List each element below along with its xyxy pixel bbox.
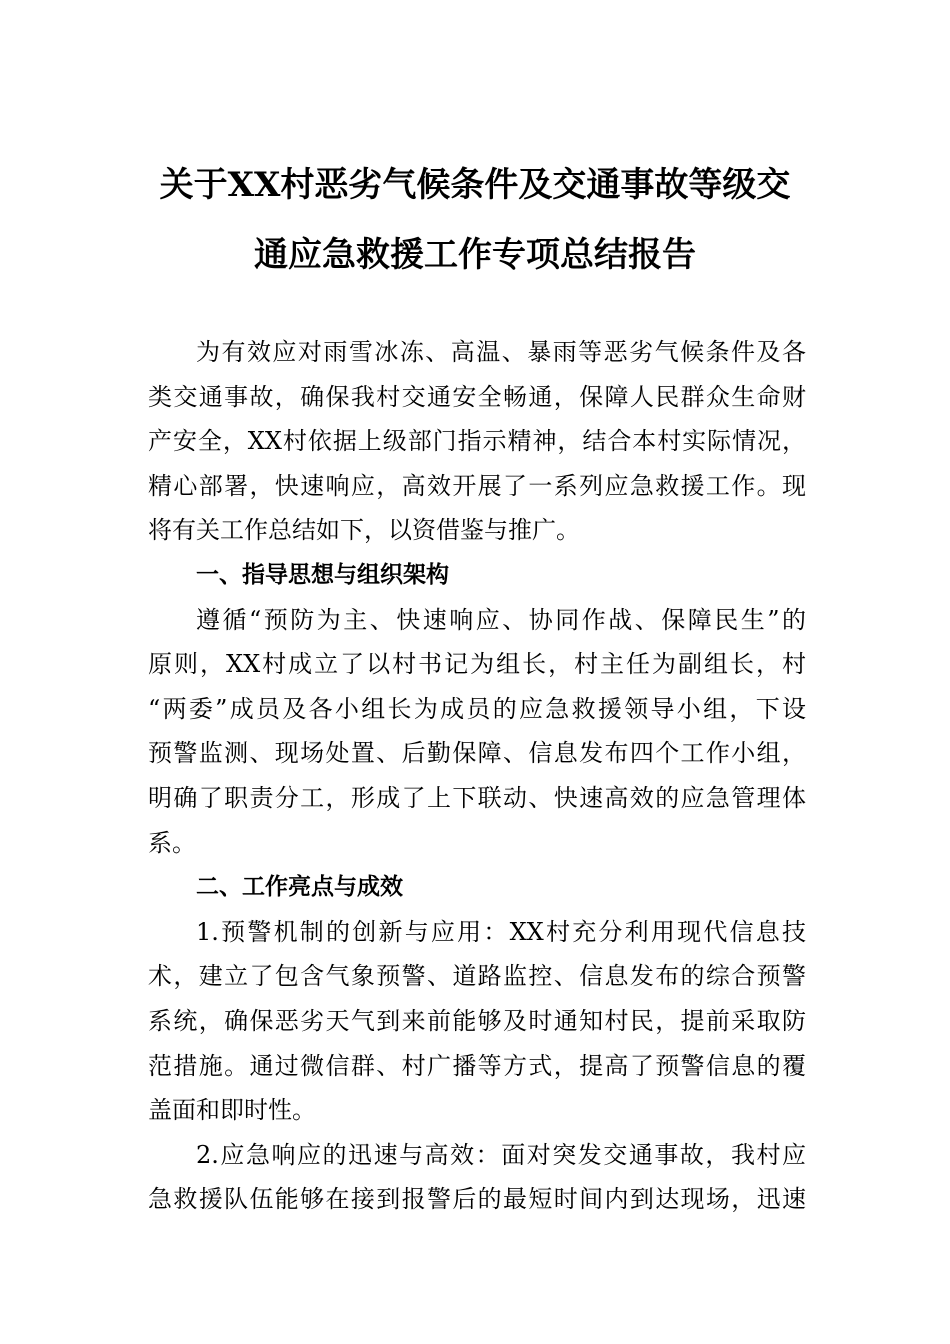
paragraph-line: 为有效应对雨雪冰冻、高温、暴雨等恶劣气候条件及各 [196,338,806,366]
document-title-line-1: 关于XX村恶劣气候条件及交通事故等级交 [159,165,791,205]
paragraph [148,330,806,553]
paragraph [148,1133,806,1222]
paragraph-line: 将有关工作总结如下，以资借鉴与推广。 [148,516,580,545]
paragraph-line: 范措施。通过微信群、村广播等方式，提高了预警信息的覆 [148,1051,806,1080]
paragraph-line: 明确了职责分工，形成了上下联动、快速高效的应急管理体 [148,783,806,812]
paragraph-line: 术，建立了包含气象预警、道路监控、信息发布的综合预警 [148,962,806,991]
document-body [148,330,806,1222]
paragraph-line: 系统，确保恶劣天气到来前能够及时通知村民，提前采取防 [148,1006,806,1035]
paragraph-line: 1.预警机制的创新与应用：XX村充分利用现代信息技 [196,917,806,946]
paragraph-line: 系。 [148,828,196,857]
section-heading: 二、工作亮点与成效 [196,874,403,901]
paragraph [148,598,806,866]
paragraph-line: 原则，XX村成立了以村书记为组长，村主任为副组长，村 [148,650,806,679]
paragraph-line: 急救援队伍能够在接到报警后的最短时间内到达现场，迅速 [148,1185,806,1214]
paragraph-line: 遵循“预防为主、快速响应、协同作战、保障民生”的 [196,605,806,634]
paragraph-line: 产安全，XX村依据上级部门指示精神，结合本村实际情况， [148,427,806,456]
paragraph-line: “两委”成员及各小组长为成员的应急救援领导小组，下设 [148,694,806,723]
paragraph-line: 类交通事故，确保我村交通安全畅通，保障人民群众生命财 [148,382,806,411]
paragraph-line: 2.应急响应的迅速与高效：面对突发交通事故，我村应 [196,1140,806,1169]
paragraph-line: 盖面和即时性。 [148,1096,316,1125]
document-title-line-2: 通应急救援工作专项总结报告 [254,235,696,275]
paragraph-line: 精心部署，快速响应，高效开展了一系列应急救援工作。现 [148,471,806,500]
section-heading: 一、指导思想与组织架构 [196,561,449,588]
paragraph-line: 预警监测、现场处置、后勤保障、信息发布四个工作小组， [148,739,806,768]
paragraph [148,910,806,1133]
